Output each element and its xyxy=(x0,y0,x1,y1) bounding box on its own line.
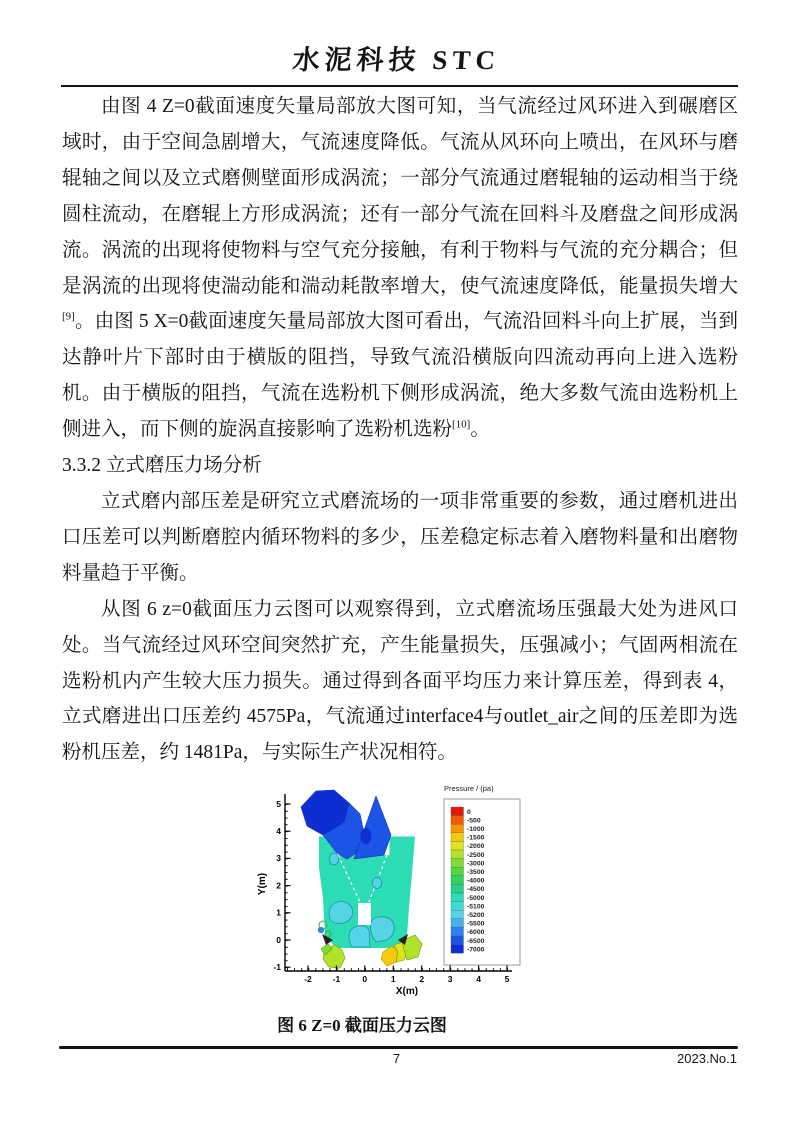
legend-label: -3000 xyxy=(467,860,485,868)
section-heading-3-3-2: 3.3.2 立式磨压力场分析 xyxy=(62,455,262,477)
legend-swatch xyxy=(451,910,464,919)
x-tick: -1 xyxy=(332,974,341,984)
legend-label: -2000 xyxy=(467,843,485,851)
legend-label: -4500 xyxy=(467,886,485,894)
legend-label: -5000 xyxy=(467,894,485,902)
para1-text-a: 由图 4 Z=0截面速度矢量局部放大图可知，当气流经过风环进入到碾磨区域时，由于空间急剧增大，气流速度降低。气流从风环向上喷出，在风环与磨辊轴之间以及立式磨侧壁面形成涡流；一部分气流通过磨辊轴的运动相当于绕圆柱流动，在磨辊上方形成涡流；还有一部分气流在回料斗及磨盘之间形成涡流。涡流的出现将使物料与空气充分接触，有利于物料与气流的充分耦合；但是涡流的出现将使湍动能和湍动耗散率增大，使气流速度降低，能量损失增大 xyxy=(62,96,738,297)
legend-swatch xyxy=(451,850,464,859)
page-number: 7 xyxy=(392,1051,401,1066)
paragraph-3: 从图 6 z=0截面压力云图可以观察得到，立式磨流场压强最大处为进风口处。当气流经过风环空间突然扩充，产生能量损失，压强减小；气固两相流在选粉机内产生较大压力损失。通过得到各面平均压力来计算压差，得到表 4，立式磨进出口压差约 4575Pa，气流通过interface4与outlet_air之间的压差即为选粉机压差，约 1481Pa，与实际生产状况相符。 xyxy=(62,598,738,764)
page-body xyxy=(62,89,738,771)
legend-title: Pressure / (pa) xyxy=(444,784,494,793)
x-tick: 3 xyxy=(447,974,453,984)
pocket-blob-left xyxy=(329,901,353,923)
legend-swatches xyxy=(451,807,464,953)
legend-label: -5500 xyxy=(467,920,485,928)
low-pressure-dot xyxy=(318,927,324,933)
legend-label: -7000 xyxy=(467,946,485,954)
journal-title: 水泥科技 STC xyxy=(291,45,502,75)
pocket-blob-slot xyxy=(330,853,339,865)
legend-swatch xyxy=(451,876,464,885)
x-tick: 1 xyxy=(390,974,396,984)
pocket-blob-bottom xyxy=(349,926,370,947)
legend-swatch xyxy=(451,824,464,833)
legend xyxy=(444,784,520,965)
legend-label: 0 xyxy=(467,808,471,816)
legend-swatch xyxy=(451,936,464,945)
legend-swatch xyxy=(451,859,464,868)
legend-swatch xyxy=(451,945,464,954)
y-tick: 4 xyxy=(276,826,281,836)
y-tick: -1 xyxy=(273,962,281,972)
legend-label: -3500 xyxy=(467,869,485,876)
x-axis-label: X(m) xyxy=(395,986,419,997)
legend-swatch xyxy=(451,893,464,902)
pocket-blob-small xyxy=(373,878,382,889)
paragraph-2: 立式磨内部压差是研究立式磨流场的一项非常重要的参数，通过磨机进出口压差可以判断磨腔内循环物料的多少，压差稳定标志着入磨物料量和出磨物料量趋于平衡。 xyxy=(62,490,738,584)
legend-label: -6500 xyxy=(467,937,485,945)
y-tick-labels xyxy=(273,799,281,972)
issue-label: 2023.No.1 xyxy=(677,1051,737,1066)
legend-label: -1500 xyxy=(467,834,485,842)
legend-swatch xyxy=(451,919,464,928)
center-hole xyxy=(358,903,371,925)
paragraph-1 xyxy=(62,89,738,448)
figure-6 xyxy=(255,778,545,1036)
figure-caption: 图 6 Z=0 截面压力云图 xyxy=(277,1016,447,1035)
inlet-branch-core xyxy=(361,828,372,844)
y-major-ticks xyxy=(285,804,291,967)
y-tick: 2 xyxy=(276,880,281,891)
y-tick: 0 xyxy=(276,934,281,945)
legend-swatch xyxy=(451,807,464,816)
legend-labels xyxy=(467,809,485,954)
para1-text-b: 。由图 5 X=0截面速度矢量局部放大图可看出，气流沿回料斗向上扩展，当到达静叶片下部时由于横版的阻挡，导致气流沿横版向四流动再向上进入选粉机。由于横版的阻挡，气流在选粉机下侧形成涡流，绝大多数气流由选粉机上侧进入，而下侧的旋涡直接影响了选粉机选粉 xyxy=(62,311,738,441)
legend-label: -4000 xyxy=(467,877,485,885)
legend-swatch xyxy=(451,833,464,842)
para1-text-c: 。 xyxy=(470,419,490,441)
x-tick: 4 xyxy=(476,974,481,984)
legend-swatch xyxy=(451,902,464,911)
legend-label: -5200 xyxy=(467,912,485,919)
citation-ref-10: [10] xyxy=(452,418,471,431)
legend-label: -6000 xyxy=(467,929,485,937)
y-tick: 3 xyxy=(276,853,281,864)
x-tick: 2 xyxy=(419,974,425,984)
legend-swatch xyxy=(451,867,464,876)
y-tick: 5 xyxy=(276,798,281,809)
legend-swatch xyxy=(451,816,464,825)
legend-swatch xyxy=(451,884,464,893)
y-axis-label: Y(m) xyxy=(257,872,268,896)
legend-swatch xyxy=(451,841,464,850)
x-tick: 5 xyxy=(504,974,510,984)
citation-ref-9: [9] xyxy=(62,310,75,323)
header-rule xyxy=(61,85,738,87)
pressure-contour-plot xyxy=(255,778,545,1008)
legend-label: -500 xyxy=(467,817,481,825)
legend-label: -5100 xyxy=(467,903,485,911)
x-tick-labels xyxy=(304,974,509,984)
footer-rule xyxy=(59,1046,738,1049)
legend-label: -2500 xyxy=(467,851,485,859)
x-tick: -2 xyxy=(304,974,312,984)
x-tick: 0 xyxy=(362,974,368,984)
legend-label: -1000 xyxy=(467,826,485,833)
legend-swatch xyxy=(451,927,464,936)
y-tick: 1 xyxy=(276,907,281,918)
discharge-right-yellow xyxy=(381,946,398,966)
contour-field xyxy=(301,790,422,968)
